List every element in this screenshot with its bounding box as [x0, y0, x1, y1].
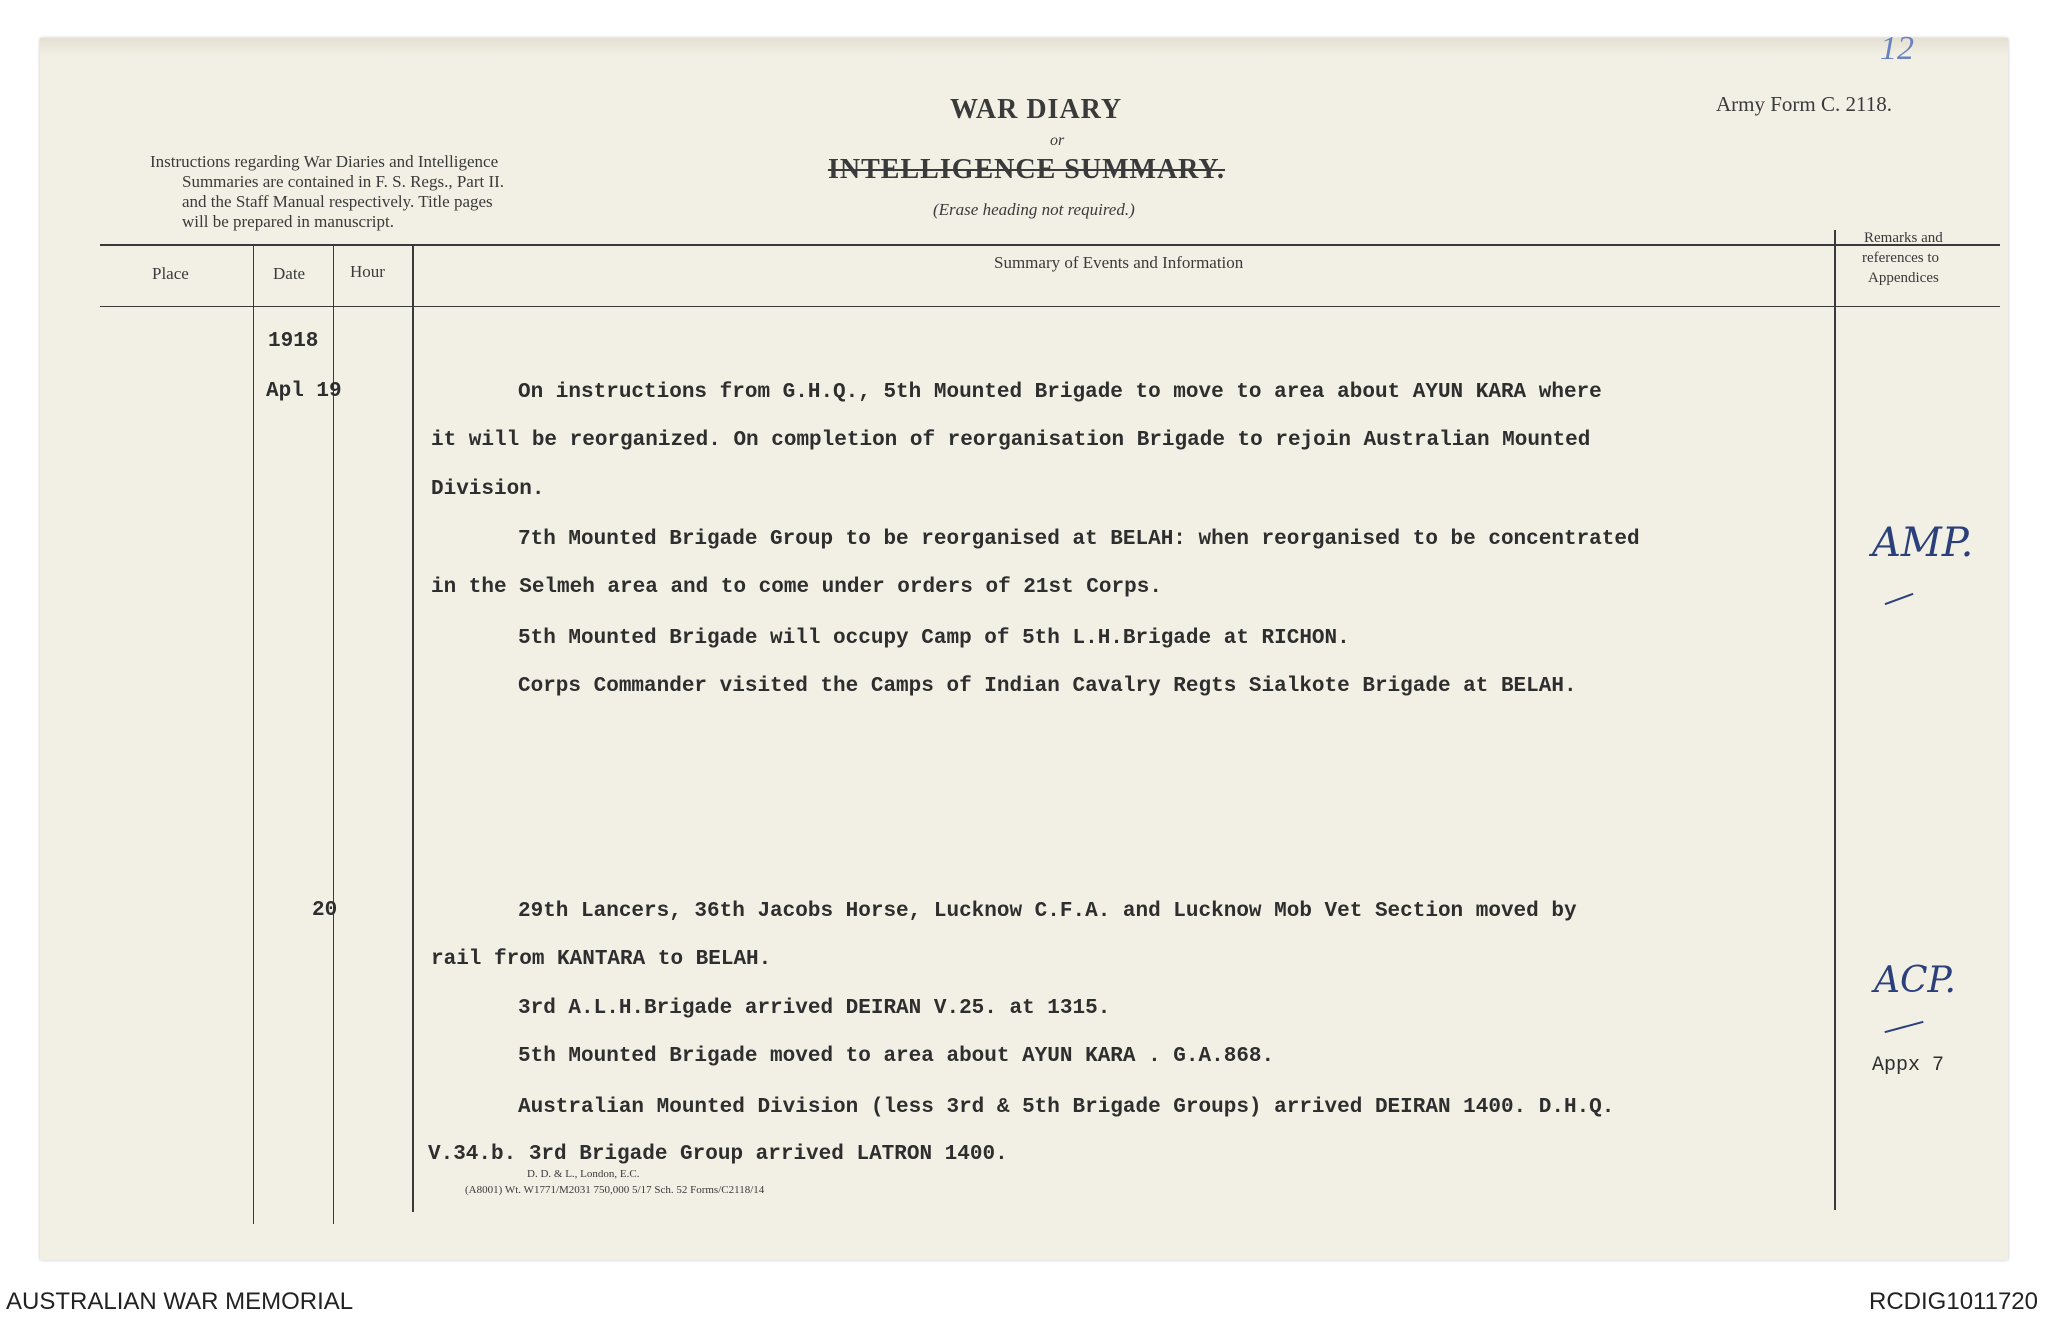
remarks-header-line: references to [1862, 250, 1940, 266]
entry-line: 5th Mounted Brigade will occupy Camp of 5th L.H.Brigade at RICHON. [518, 627, 1350, 650]
remarks-header-line: Appendices [1868, 270, 1939, 286]
paper-top-edge [40, 38, 2008, 56]
entry-line: 5th Mounted Brigade moved to area about AYUN KARA . G.A.868. [518, 1045, 1275, 1068]
entry-line: 29th Lancers, 36th Jacobs Horse, Lucknow C.F.A. and Lucknow Mob Vet Section moved by [518, 900, 1577, 923]
col-rule-date [253, 244, 254, 1224]
remarks-header-line: Remarks and [1864, 230, 1943, 246]
page-number-mark: 12 [1880, 30, 1914, 67]
header-rule-bottom [100, 306, 2000, 307]
entry-line: 3rd A.L.H.Brigade arrived DEIRAN V.25. at 1315. [518, 997, 1111, 1020]
initials-signature: AMP. [1872, 520, 1974, 566]
initials-signature: ACP. [1874, 960, 1956, 1001]
header-rule-top [100, 244, 2000, 246]
col-header-date: Date [273, 264, 306, 283]
appendix-reference: Appx 7 [1872, 1054, 1945, 1077]
form-title: WAR DIARY [950, 94, 1123, 125]
entry-date-apl19: Apl 19 [266, 380, 342, 403]
entry-date-20: 20 [312, 899, 338, 922]
entry-line: On instructions from G.H.Q., 5th Mounted Brigade to move to area about AYUN KARA where [518, 381, 1602, 404]
instructions-line: will be prepared in manuscript. [182, 212, 394, 231]
col-rule-remarks [1834, 230, 1836, 1210]
col-header-place: Place [152, 264, 189, 283]
instructions-line: and the Staff Manual respectively. Title pages [182, 192, 493, 211]
col-header-hour: Hour [350, 262, 385, 281]
printer-imprint: (A8001) Wt. W1771/M2031 750,000 5/17 Sch. 52 Forms/C2118/14 [465, 1184, 765, 1196]
entry-line: in the Selmeh area and to come under orders of 21st Corps. [431, 576, 1162, 599]
archive-caption: AUSTRALIAN WAR MEMORIAL [6, 1288, 354, 1315]
entry-line: Australian Mounted Division (less 3rd & 5th Brigade Groups) arrived DEIRAN 1400. D.H.Q. [518, 1096, 1615, 1119]
instructions-line: Summaries are contained in F. S. Regs., Part II. [182, 172, 505, 191]
erase-note: (Erase heading not required.) [933, 200, 1135, 219]
army-form-id: Army Form C. 2118. [1716, 92, 1892, 116]
col-header-summary: Summary of Events and Information [994, 253, 1244, 272]
entry-line: Division. [431, 478, 545, 501]
form-subtitle: INTELLIGENCE SUMMARY. [828, 154, 1226, 185]
col-rule-summary [412, 244, 414, 1212]
printer-imprint: D. D. & L., London, E.C. [527, 1168, 640, 1180]
entry-line: rail from KANTARA to BELAH. [431, 948, 772, 971]
archive-id: RCDIG1011720 [1869, 1288, 2038, 1315]
entry-year: 1918 [268, 330, 319, 353]
entry-line: it will be reorganized. On completion of reorganisation Brigade to rejoin Australian Mounted [431, 429, 1591, 452]
instructions-line: Instructions regarding War Diaries and Intelligence [150, 152, 499, 171]
entry-line: V.34.b. 3rd Brigade Group arrived LATRON 1400. [428, 1143, 1008, 1166]
entry-line: Corps Commander visited the Camps of Indian Cavalry Regts Sialkote Brigade at BELAH. [518, 675, 1577, 698]
form-or: or [1050, 132, 1065, 149]
entry-line: 7th Mounted Brigade Group to be reorganised at BELAH: when reorganised to be concentrated [518, 528, 1640, 551]
